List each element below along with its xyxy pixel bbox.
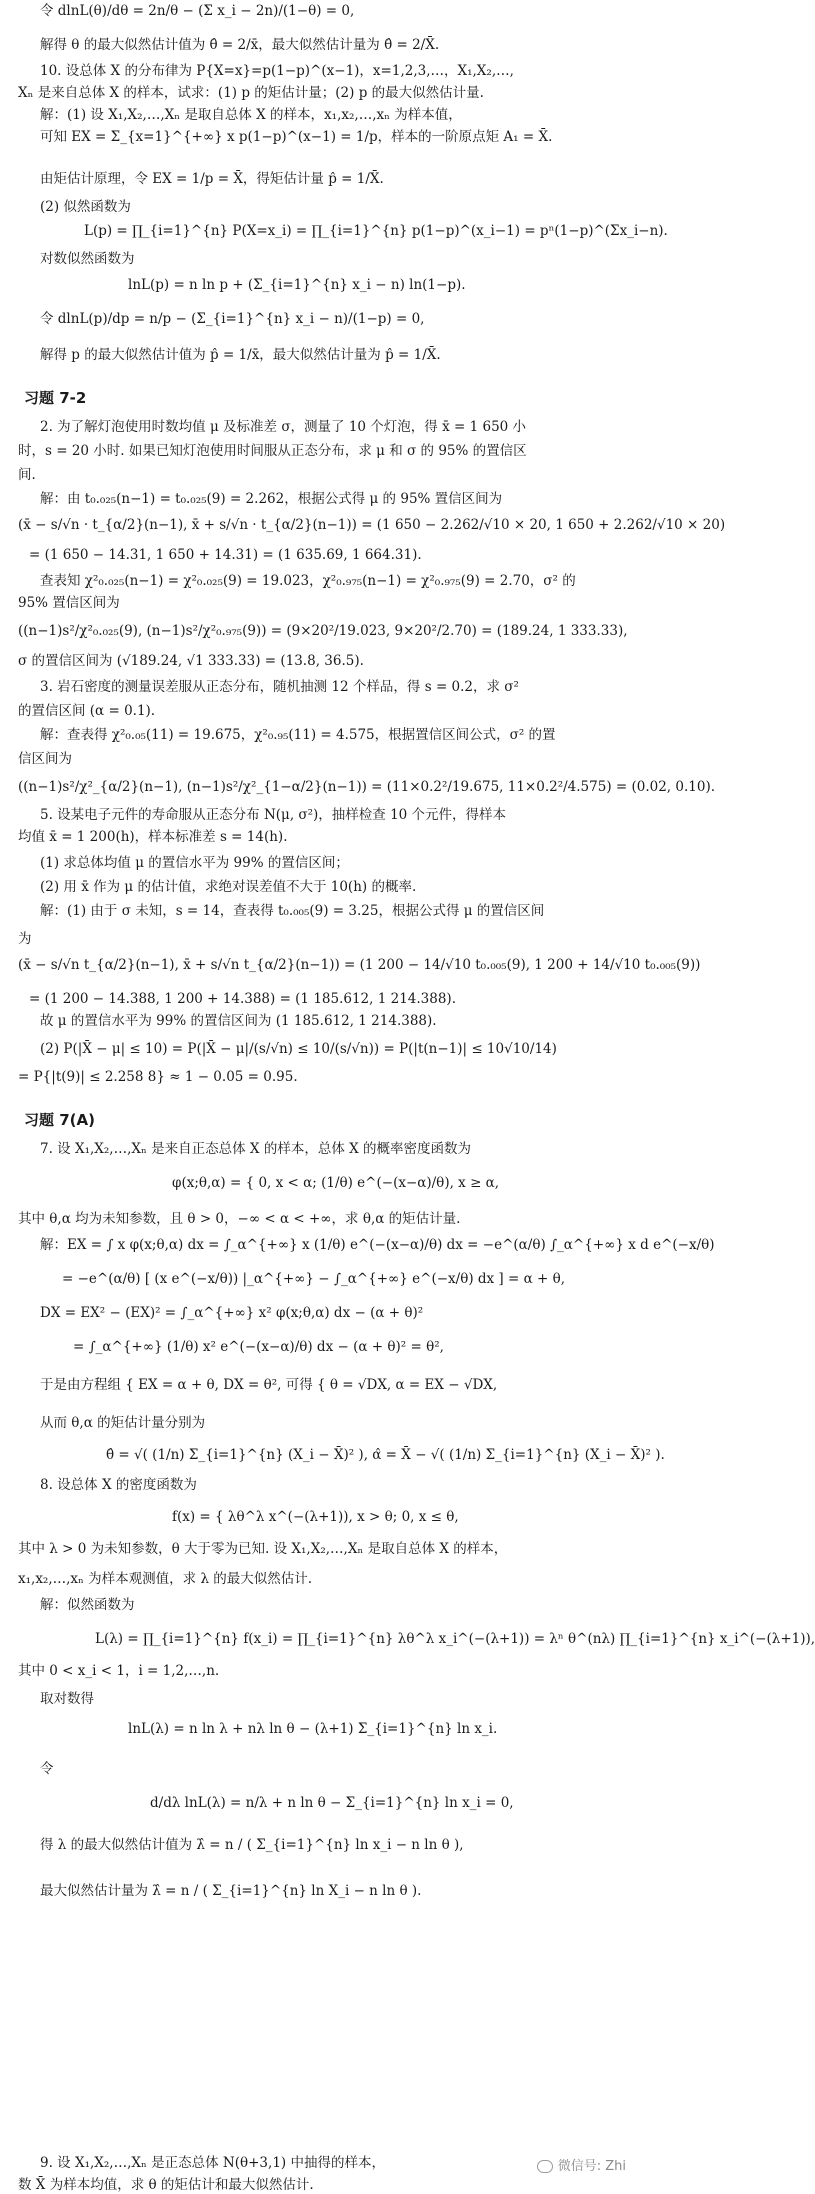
text-line: d/dλ lnL(λ) = n/λ + n ln θ − Σ_{i=1}^{n} ln x_i = 0, bbox=[150, 1795, 514, 1811]
text-line: 5. 设某电子元件的寿命服从正态分布 N(μ, σ²)，抽样检查 10 个元件，得样本 bbox=[40, 807, 507, 823]
text-line: θ̂ = √( (1/n) Σ_{i=1}^{n} (X_i − X̄)² ), α̂ = X̄ − √( (1/n) Σ_{i=1}^{n} (X_i − X̄)² ). bbox=[106, 1447, 665, 1463]
section-heading: 习题 7-2 bbox=[24, 389, 87, 407]
text-line: 8. 设总体 X 的密度函数为 bbox=[40, 1477, 197, 1493]
text-line: 95% 置信区间为 bbox=[18, 595, 120, 611]
text-line: = P{|t(9)| ≤ 2.258 8} ≈ 1 − 0.05 = 0.95. bbox=[18, 1069, 298, 1085]
text-line: 时，s = 20 小时. 如果已知灯泡使用时间服从正态分布，求 μ 和 σ 的 95% 的置信区 bbox=[18, 443, 527, 459]
text-line: 均值 x̄ = 1 200(h)，样本标准差 s = 14(h). bbox=[18, 829, 288, 845]
text-line: = (1 650 − 14.31, 1 650 + 14.31) = (1 635.69, 1 664.31). bbox=[29, 547, 422, 563]
text-line: 解：查表得 χ²₀.₀₅(11) = 19.675，χ²₀.₉₅(11) = 4.575，根据置信区间公式，σ² 的置 bbox=[40, 727, 556, 743]
text-line: 取对数得 bbox=[40, 1691, 94, 1707]
text-line: ((n−1)s²/χ²₀.₀₂₅(9), (n−1)s²/χ²₀.₉₇₅(9)) = (9×20²/19.023, 9×20²/2.70) = (189.24, 1 333.33), bbox=[18, 623, 628, 639]
watermark bbox=[537, 2158, 626, 2176]
text-line: 从而 θ,α 的矩估计量分别为 bbox=[40, 1415, 206, 1431]
text-line: DX = EX² − (EX)² = ∫_α^{+∞} x² φ(x;θ,α) dx − (α + θ)² bbox=[40, 1305, 424, 1321]
text-line: 解：由 t₀.₀₂₅(n−1) = t₀.₀₂₅(9) = 2.262，根据公式得 μ 的 95% 置信区间为 bbox=[40, 491, 503, 507]
text-line: 解：(1) 由于 σ 未知，s = 14，查表得 t₀.₀₀₅(9) = 3.25，根据公式得 μ 的置信区间 bbox=[40, 903, 545, 919]
text-line: 解：EX = ∫ x φ(x;θ,α) dx = ∫_α^{+∞} x (1/θ) e^(−(x−α)/θ) dx = −e^(α/θ) ∫_α^{+∞} x d e^(−x/θ) bbox=[40, 1237, 715, 1253]
text-line: (1) 求总体均值 μ 的置信水平为 99% 的置信区间； bbox=[40, 855, 349, 871]
text-line: lnL(λ) = n ln λ + nλ ln θ − (λ+1) Σ_{i=1}^{n} ln x_i. bbox=[128, 1721, 498, 1737]
text-line: 令 bbox=[40, 1761, 54, 1777]
text-line: 的置信区间 (α = 0.1). bbox=[18, 703, 156, 719]
text-line: (x̄ − s/√n t_{α/2}(n−1), x̄ + s/√n t_{α/2}(n−1)) = (1 200 − 14/√10 t₀.₀₀₅(9), 1 200 + 14/√10 t₀.₀₀₅(9)) bbox=[18, 957, 701, 973]
text-line: L(λ) = ∏_{i=1}^{n} f(x_i) = ∏_{i=1}^{n} λθ^λ x_i^(−(λ+1)) = λⁿ θ^(nλ) ∏_{i=1}^{n} x_i^(−(λ+1)), bbox=[95, 1631, 815, 1647]
text-line: 10. 设总体 X 的分布律为 P{X=x}=p(1−p)^(x−1)，x=1,2,3,…，X₁,X₂,…, bbox=[40, 63, 514, 79]
text-line: 数 X̄ 为样本均值，求 θ 的矩估计和最大似然估计. bbox=[18, 2177, 314, 2193]
text-line: (x̄ − s/√n · t_{α/2}(n−1), x̄ + s/√n · t_{α/2}(n−1)) = (1 650 − 2.262/√10 × 20, 1 650 + 2.262/√10 × 20) bbox=[18, 517, 726, 533]
text-line: 其中 θ,α 均为未知参数，且 θ > 0，−∞ < α < +∞，求 θ,α 的矩估计量. bbox=[18, 1211, 461, 1227]
text-line: 其中 0 < x_i < 1，i = 1,2,…,n. bbox=[18, 1663, 220, 1679]
text-line: 解得 p 的最大似然估计值为 p̂ = 1/x̄，最大似然估计量为 p̂ = 1/X̄. bbox=[40, 347, 441, 363]
text-line: 查表知 χ²₀.₀₂₅(n−1) = χ²₀.₀₂₅(9) = 19.023，χ²₀.₉₇₅(n−1) = χ²₀.₉₇₅(9) = 2.70，σ² 的 bbox=[40, 573, 576, 589]
text-line: 最大似然估计量为 λ̂ = n / ( Σ_{i=1}^{n} ln X_i − n ln θ ). bbox=[40, 1883, 422, 1899]
section-heading: 习题 7(A) bbox=[24, 1111, 95, 1129]
text-line: 对数似然函数为 bbox=[40, 251, 135, 267]
text-line: L(p) = ∏_{i=1}^{n} P(X=x_i) = ∏_{i=1}^{n} p(1−p)^(x_i−1) = pⁿ(1−p)^(Σx_i−n). bbox=[84, 223, 668, 239]
text-line: 由矩估计原理，令 EX = 1/p = X̄，得矩估计量 p̂ = 1/X̄. bbox=[40, 171, 384, 187]
watermark-text: 微信号: Zhi bbox=[557, 2159, 626, 2174]
text-line: 其中 λ > 0 为未知参数，θ 大于零为已知. 设 X₁,X₂,…,Xₙ 是取自总体 X 的样本， bbox=[18, 1541, 508, 1557]
text-line: 9. 设 X₁,X₂,…,Xₙ 是正态总体 N(θ+3,1) 中抽得的样本， bbox=[40, 2155, 385, 2171]
text-line: 解：(1) 设 X₁,X₂,…,Xₙ 是取自总体 X 的样本，x₁,x₂,…,xₙ 为样本值， bbox=[40, 107, 462, 123]
text-line: (2) P(|X̄ − μ| ≤ 10) = P(|X̄ − μ|/(s/√n) ≤ 10/(s/√n)) = P(|t(n−1)| ≤ 10√10/14) bbox=[40, 1041, 557, 1057]
text-line: f(x) = { λθ^λ x^(−(λ+1)), x > θ; 0, x ≤ θ, bbox=[172, 1509, 459, 1525]
text-line: 令 dlnL(θ)/dθ = 2n/θ − (Σ x_i − 2n)/(1−θ) = 0, bbox=[40, 3, 355, 19]
text-line: 令 dlnL(p)/dp = n/p − (Σ_{i=1}^{n} x_i − n)/(1−p) = 0, bbox=[40, 311, 425, 327]
text-line: 3. 岩石密度的测量误差服从正态分布，随机抽测 12 个样品，得 s = 0.2，求 σ² bbox=[40, 679, 519, 695]
text-line: 7. 设 X₁,X₂,…,Xₙ 是来自正态总体 X 的样本，总体 X 的概率密度函数为 bbox=[40, 1141, 472, 1157]
text-line: 可知 EX = Σ_{x=1}^{+∞} x p(1−p)^(x−1) = 1/p，样本的一阶原点矩 A₁ = X̄. bbox=[40, 129, 553, 145]
text-line: x₁,x₂,…,xₙ 为样本观测值，求 λ 的最大似然估计. bbox=[18, 1571, 313, 1587]
text-line: = ∫_α^{+∞} (1/θ) x² e^(−(x−α)/θ) dx − (α + θ)² = θ², bbox=[73, 1339, 444, 1355]
wechat-icon bbox=[537, 2160, 553, 2173]
text-line: 解：似然函数为 bbox=[40, 1597, 135, 1613]
text-line: 解得 θ 的最大似然估计值为 θ̂ = 2/x̄，最大似然估计量为 θ̂ = 2/X̄. bbox=[40, 37, 440, 53]
text-line: 信区间为 bbox=[18, 751, 72, 767]
text-line: σ 的置信区间为 (√189.24, √1 333.33) = (13.8, 36.5). bbox=[18, 653, 364, 669]
text-line: φ(x;θ,α) = { 0, x < α; (1/θ) e^(−(x−α)/θ), x ≥ α, bbox=[172, 1175, 500, 1191]
text-line: = (1 200 − 14.388, 1 200 + 14.388) = (1 185.612, 1 214.388). bbox=[29, 991, 456, 1007]
text-line: 于是由方程组 { EX = α + θ, DX = θ², 可得 { θ = √DX, α = EX − √DX, bbox=[40, 1377, 498, 1393]
text-line: 间. bbox=[18, 467, 36, 483]
text-line: 得 λ 的最大似然估计值为 λ̂ = n / ( Σ_{i=1}^{n} ln x_i − n ln θ ), bbox=[40, 1837, 464, 1853]
text-line: Xₙ 是来自总体 X 的样本，试求：(1) p 的矩估计量；(2) p 的最大似然估计量. bbox=[18, 85, 484, 101]
text-line: 故 μ 的置信水平为 99% 的置信区间为 (1 185.612, 1 214.388). bbox=[40, 1013, 437, 1029]
text-line: = −e^(α/θ) [ (x e^(−x/θ)) |_α^{+∞} − ∫_α^{+∞} e^(−x/θ) dx ] = α + θ, bbox=[62, 1271, 566, 1287]
text-line: (2) 似然函数为 bbox=[40, 199, 131, 215]
text-line: 为 bbox=[18, 931, 32, 947]
text-line: ((n−1)s²/χ²_{α/2}(n−1), (n−1)s²/χ²_{1−α/2}(n−1)) = (11×0.2²/19.675, 11×0.2²/4.575) = (0.02, 0.10). bbox=[18, 779, 716, 795]
text-line: 2. 为了解灯泡使用时数均值 μ 及标准差 σ，测量了 10 个灯泡，得 x̄ = 1 650 小 bbox=[40, 419, 527, 435]
text-line: lnL(p) = n ln p + (Σ_{i=1}^{n} x_i − n) ln(1−p). bbox=[128, 277, 466, 293]
text-line: (2) 用 x̄ 作为 μ 的估计值，求绝对误差值不大于 10(h) 的概率. bbox=[40, 879, 417, 895]
